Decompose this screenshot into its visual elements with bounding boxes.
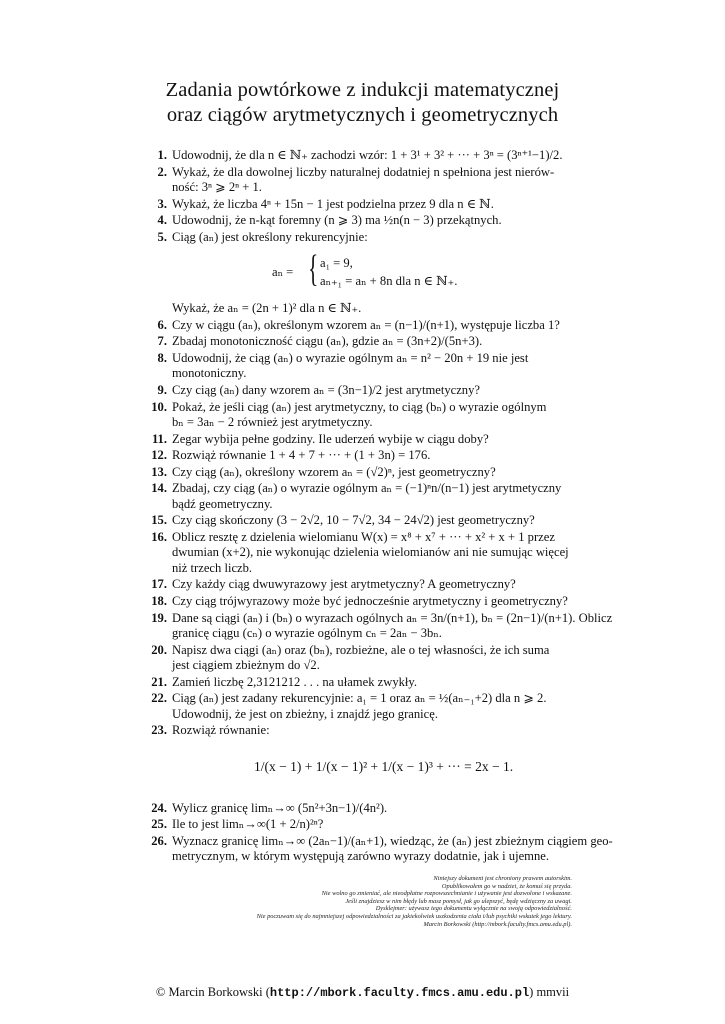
problem-number: 17.: [151, 577, 167, 592]
display-equation-text: 1/(x − 1) + 1/(x − 1)² + 1/(x − 1)³ + ··· = 2x − 1.: [254, 758, 514, 774]
problem-item: [140, 594, 580, 609]
problem-text-line: jest ciągiem zbieżnym do √2.: [172, 657, 320, 672]
title-line-2: oraz ciągów arytmetycznych i geometrycznych: [166, 104, 559, 126]
problem-number: 23.: [151, 723, 167, 738]
footer-suffix: ) mmvii: [529, 985, 570, 999]
problem-number: 3.: [157, 196, 167, 211]
problem-item: [140, 675, 580, 690]
problem-item: [140, 432, 580, 447]
problem-item: [140, 213, 580, 228]
problem-text-line: dwumian (x+2), nie wykonując dzielenia wielomianów ani nie sumując więcej: [172, 545, 569, 560]
problem-number: 15.: [151, 513, 167, 528]
problem-item: [140, 530, 580, 576]
problem-text-line: Ciąg (aₙ) jest określony rekurencyjnie:: [172, 229, 368, 244]
problem-item: [140, 723, 580, 794]
notice-line: Nie wolno go zmieniać, ale nieodpłatne rozpowszechnianie i używanie jest dozwolone i wskazane.: [321, 890, 572, 898]
problem-item: [140, 465, 580, 480]
problem-number: 11.: [151, 431, 167, 446]
problem-item: [140, 400, 580, 431]
problem-item: [140, 197, 580, 212]
problem-number: 12.: [151, 448, 167, 463]
problem-number: 16.: [151, 529, 167, 544]
problem-text-line: Udowodnij, że n-kąt foremny (n ⩾ 3) ma ½n(n − 3) przekątnych.: [172, 213, 502, 228]
problem-item: [140, 448, 580, 463]
problem-text-line: Wyznacz granicę limₙ→∞ (2aₙ−1)/(aₙ+1), wiedząc, że (aₙ) jest zbieżnym ciągiem geo-: [172, 833, 613, 848]
problem-number: 2.: [157, 164, 167, 179]
problem-text-line: Oblicz resztę z dzielenia wielomianu W(x) = x⁸ + x⁷ + ··· + x² + x + 1 przez: [172, 529, 555, 544]
problem-text-line: bądź geometryczny.: [172, 496, 273, 511]
problem-item: [140, 383, 580, 398]
problem-text-line: monotoniczny.: [172, 366, 247, 381]
problem-item: [140, 577, 580, 592]
problem-item: [140, 230, 580, 317]
problem-text-line: Wykaż, że dla dowolnej liczby naturalnej dodatniej n spełniona jest nierów-: [172, 164, 555, 179]
problem-item: [140, 481, 580, 512]
problem-text-line: Wykaż, że aₙ = (2n + 1)² dla n ∈ ℕ₊.: [172, 301, 362, 316]
problem-item: [140, 817, 580, 832]
notice-line: Opublikowałem go w nadziei, że komuś się przyda.: [441, 882, 572, 890]
problem-number: 19.: [151, 610, 167, 625]
problem-item: [140, 691, 580, 722]
problem-text-line: Wykaż, że liczba 4ⁿ + 15n − 1 jest podzielna przez 9 dla n ∈ ℕ.: [172, 196, 494, 211]
problem-text-line: Zbadaj monotoniczność ciągu (aₙ), gdzie aₙ = (3n+2)/(5n+3).: [172, 334, 483, 349]
problem-text-line: Udowodnij, że jest on zbieżny, i znajdź jego granicę.: [172, 706, 439, 721]
problem-text-line: Udowodnij, że dla n ∈ ℕ₊ zachodzi wzór: 1 + 3¹ + 3² + ··· + 3ⁿ = (3ⁿ⁺¹−1)/2.: [172, 148, 563, 162]
problem-number: 5.: [157, 229, 167, 244]
problem-text-line: Rozwiąż równanie:: [172, 723, 270, 738]
problem-text-line: Napisz dwa ciągi (aₙ) oraz (bₙ), rozbieżne, ale o tej własności, że ich suma: [172, 642, 550, 657]
problem-number: 25.: [151, 817, 167, 832]
problem-text-line: Czy ciąg (aₙ) dany wzorem aₙ = (3n−1)/2 jest arytmetyczny?: [172, 382, 480, 397]
problem-text-line: Dane są ciągi (aₙ) i (bₙ) o wyrazach ogólnych aₙ = 3n/(n+1), bₙ = (2n−1)/(n+1). Oblicz: [172, 610, 613, 625]
footer-prefix: © Marcin Borkowski (: [155, 985, 270, 999]
notice-line: Nie poczuwam się do najmniejszej odpowiedzialności za jakiekolwiek uszkodzenia ciała i/lub psychiki wskutek jego lektury.: [256, 912, 572, 920]
brace-glyph: {: [308, 248, 319, 291]
problem-number: 7.: [157, 334, 167, 349]
problem-text-line: Zbadaj, czy ciąg (aₙ) o wyrazie ogólnym aₙ = (−1)ⁿn/(n−1) jest arytmetyczny: [172, 481, 562, 496]
problem-text-line: granicę ciągu (cₙ) o wyrazie ogólnym cₙ = 2aₙ − 3bₙ.: [172, 625, 442, 640]
problem-number: 26.: [151, 833, 167, 848]
problem-number: 14.: [151, 481, 167, 496]
problem-text-line: Czy każdy ciąg dwuwyrazowy jest arytmetyczny? A geometryczny?: [172, 577, 516, 592]
problem-text-line: Wylicz granicę limₙ→∞ (5n²+3n−1)/(4n²).: [172, 800, 388, 815]
problem-number: 1.: [157, 148, 167, 162]
footer: [0, 985, 725, 1000]
display-case-2: aₙ₊₁ = aₙ + 8n dla n ∈ ℕ₊.: [320, 274, 458, 289]
copyright-notice: [152, 875, 572, 928]
problem-item: [140, 351, 580, 382]
display-lhs: aₙ =: [272, 265, 294, 280]
problem-number: 10.: [151, 399, 167, 414]
problem-text-line: bₙ = 3aₙ − 2 również jest arytmetyczny.: [172, 414, 373, 429]
problem-item: [140, 165, 580, 196]
problem-text-line: Zegar wybija pełne godziny. Ile uderzeń wybije w ciągu doby?: [172, 431, 489, 446]
problem-number: 24.: [151, 800, 167, 815]
problem-text-line: Czy ciąg trójwyrazowy może być jednocześnie arytmetyczny i geometryczny?: [172, 593, 568, 608]
problem-text-line: Czy w ciągu (aₙ), określonym wzorem aₙ = (n−1)/(n+1), występuje liczba 1?: [172, 317, 560, 332]
problem-item: [140, 643, 580, 674]
problem-number: 20.: [151, 642, 167, 657]
problem-text-line: Pokaż, że jeśli ciąg (aₙ) jest arytmetyczny, to ciąg (bₙ) o wyrazie ogólnym: [172, 399, 547, 414]
title-line-1: Zadania powtórkowe z indukcji matematycznej: [165, 79, 560, 101]
problem-text-line: niż trzech liczb.: [172, 560, 253, 575]
problem-text-line: Ciąg (aₙ) jest zadany rekurencyjnie: a₁ = 1 oraz aₙ = ½(aₙ₋₁+2) dla n ⩾ 2.: [172, 691, 547, 706]
problem-text-line: metrycznym, w którym występują zarówno wyrazy dodatnie, jak i ujemne.: [172, 849, 550, 864]
display-equation: [172, 743, 580, 795]
problem-number: 4.: [157, 213, 167, 228]
problem-number: 18.: [151, 593, 167, 608]
problem-item: [140, 833, 613, 865]
problem-list: [140, 148, 613, 866]
problem-item: [140, 801, 580, 816]
problem-number: 9.: [157, 382, 167, 397]
problem-text-line: Udowodnij, że ciąg (aₙ) o wyrazie ogólnym aₙ = n² − 20n + 19 nie jest: [172, 350, 529, 365]
problem-number: 13.: [151, 464, 167, 479]
problem-text-line: Czy ciąg (aₙ), określony wzorem aₙ = (√2)ⁿ, jest geometryczny?: [172, 464, 496, 479]
problem-text-line: Ile to jest limₙ→∞(1 + 2/n)²ⁿ?: [172, 817, 324, 832]
notice-line: Marcin Borkowski (http://mbork.faculty.fmcs.amu.edu.pl).: [423, 920, 572, 928]
problem-item: [140, 148, 580, 163]
problem-item: [140, 513, 580, 528]
problem-item: [140, 334, 580, 349]
notice-line: Niniejszy dokument jest chroniony prawem autorskim.: [433, 875, 572, 882]
problem-item: [140, 610, 613, 642]
notice-line: Jeśli znajdziesz w nim błędy lub masz pomysł, jak go ulepszyć, będę wdzięczny za uwagi.: [345, 897, 572, 905]
footer-url[interactable]: http://mbork.faculty.fmcs.amu.edu.pl: [269, 986, 530, 1000]
problem-text-line: Rozwiąż równanie 1 + 4 + 7 + ··· + (1 + 3n) = 176.: [172, 448, 431, 463]
display-equation: [172, 249, 580, 295]
problem-number: 6.: [157, 317, 167, 332]
problem-number: 8.: [157, 350, 167, 365]
problem-item: [140, 318, 580, 333]
problem-text-line: Czy ciąg skończony (3 − 2√2, 10 − 7√2, 34 − 24√2) jest geometryczny?: [172, 513, 535, 528]
display-case-1: a₁ = 9,: [320, 256, 353, 271]
problem-number: 22.: [151, 691, 167, 706]
notice-line: Dysklejmer: używasz tego dokumentu wyłącznie na swoją odpowiedzialność.: [375, 905, 572, 913]
problem-text-line: ność: 3ⁿ ⩾ 2ⁿ + 1.: [172, 180, 262, 194]
document-title: [0, 78, 725, 128]
problem-text-line: Zamień liczbę 2,3121212 . . . na ułamek zwykły.: [172, 674, 418, 689]
problem-number: 21.: [151, 674, 167, 689]
